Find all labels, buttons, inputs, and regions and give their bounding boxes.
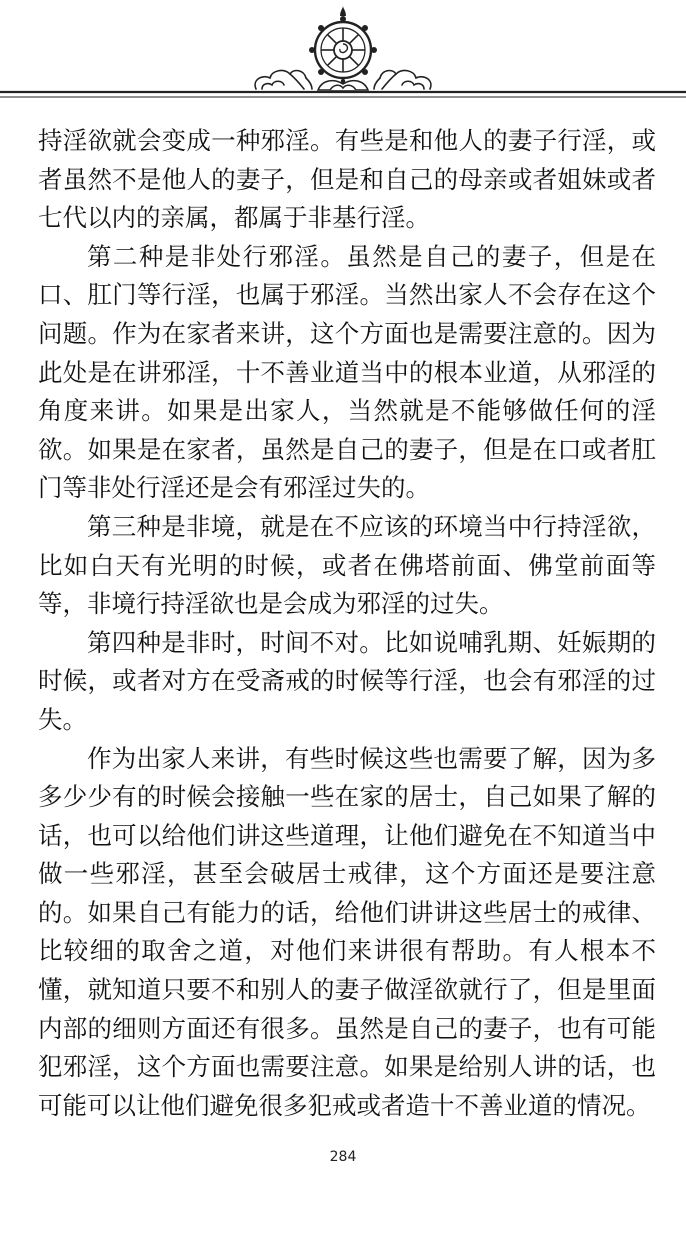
paragraph-3: 第三种是非境，就是在不应该的环境当中行持淫欲，比如白天有光明的时候，或者在佛塔前面、佛堂前面等等，非境行持淫欲也是会成为邪淫的过失。 (38, 511, 656, 619)
page-header (0, 0, 686, 110)
paragraph-1: 持淫欲就会变成一种邪淫。有些是和他人的妻子行淫，或者虽然不是他人的妻子，但是和自己的母亲或者姐妹或者七代以内的亲属，都属于非基行淫。 (38, 126, 656, 233)
page-number: 284 (329, 1149, 357, 1165)
paragraph-5: 作为出家人来讲，有些时候这些也需要了解，因为多多少少有的时候会接触一些在家的居士，自己如果了解的话，也可以给他们讲这些道理，让他们避免在不知道当中做一些邪淫，甚至会破居士戒律，这个方面还是要注意的。如果自己有能力的话，给他们讲讲这些居士的戒律、比较细的取舍之道，对他们来讲很有帮助。有人根本不懂，就知道只要不和别人的妻子做淫欲就行了，但是里面内部的细则方面还有很多。虽然是自己的妻子，也有可能犯邪淫，这个方面也需要注意。如果是给别人讲的话，也可能可以让他们避免很多犯戒或者造十不善业道的情况。 (38, 743, 656, 1120)
paragraph-2: 第二种是非处行邪淫。虽然是自己的妻子，但是在口、肛门等行淫，也属于邪淫。当然出家人不会存在这个问题。作为在家者来讲，这个方面也是需要注意的。因为此处是在讲邪淫，十不善业道当中的根本业道，从邪淫的角度来讲。如果是出家人，当然就是不能够做任何的淫欲。如果是在家者，虽然是自己的妻子，但是在口或者肛门等非处行淫还是会有邪淫过失的。 (38, 241, 656, 503)
body-text (38, 122, 656, 1125)
dharma-wheel-icon (0, 0, 686, 110)
paragraph-4: 第四种是非时，时间不对。比如说哺乳期、妊娠期的时候，或者对方在受斋戒的时候等行淫，也会有邪淫的过失。 (38, 627, 656, 734)
